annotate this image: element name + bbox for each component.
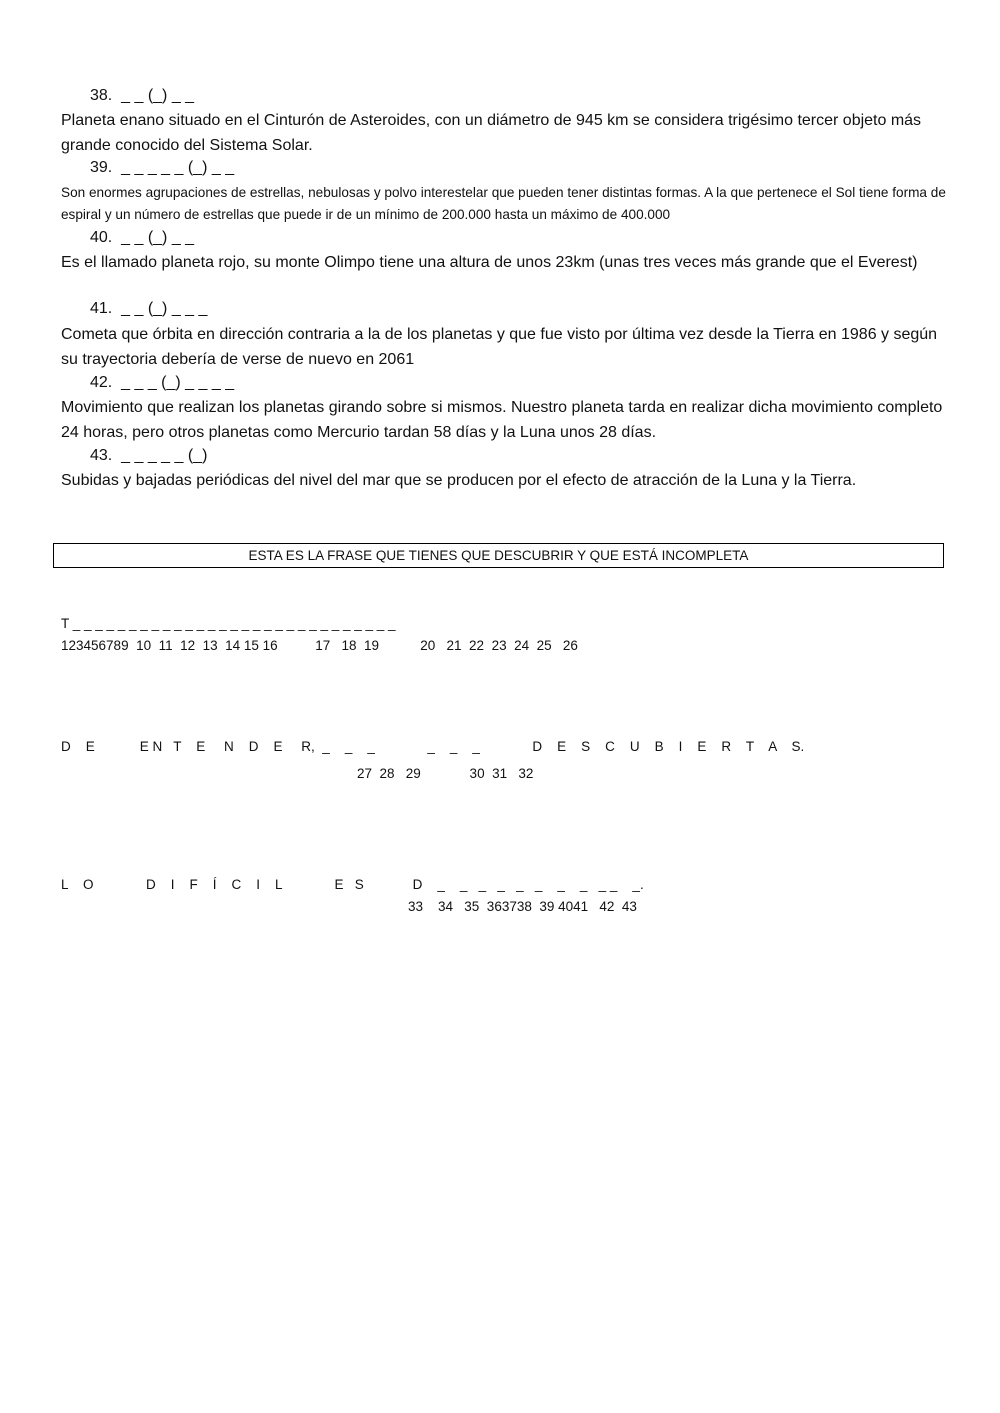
- question-39-number: 39. _ _ _ _ _ (_) _ _: [90, 159, 235, 176]
- question-43-number: 43. _ _ _ _ _ (_): [90, 447, 208, 464]
- phrase-2-words: D E E N T E N D E R, _ _ _ _ _ _ D E S C U B I E R T A S.: [61, 739, 805, 754]
- question-38-text: Planeta enano situado en el Cinturón de Asteroides, con un diámetro de 945 km se considera trigésimo tercer objeto más grande conocido del Sistema Solar.: [61, 112, 922, 154]
- phrase-2-letter-numbers: 27 28 29 30 31 32: [357, 766, 534, 781]
- hidden-phrase-title-box: ESTA ES LA FRASE QUE TIENES QUE DESCUBRIR Y QUE ESTÁ INCOMPLETA: [53, 543, 944, 568]
- question-41-text: Cometa que órbita en dirección contraria a la de los planetas y que fue visto por última vez desde la Tierra en 1986 y según su trayectoria debería de verse de nuevo en 2061: [61, 326, 938, 368]
- question-43-text: Subidas y bajadas periódicas del nivel del mar que se producen por el efecto de atracción de la Luna y la Tierra.: [61, 472, 857, 489]
- question-40-text: Es el llamado planeta rojo, su monte Olimpo tiene una altura de unos 23km (unas tres veces más grande que el Everest): [61, 254, 918, 271]
- question-41-number: 41. _ _ (_) _ _ _: [90, 300, 208, 317]
- question-40-number: 40. _ _ (_) _ _: [90, 229, 195, 246]
- question-42-text: Movimiento que realizan los planetas girando sobre si mismos. Nuestro planeta tarda en realizar dicha movimiento completo 24 horas, pero otros planetas como Mercurio tardan 58 días y la Luna unos 28 días.: [61, 399, 943, 441]
- phrase-3-words: L O D I F Í C I L E S D _ _ _ _ _ _ _ _ _ _ _.: [61, 877, 644, 892]
- question-38-number: 38. _ _ (_) _ _: [90, 87, 195, 104]
- question-39-text: Son enormes agrupaciones de estrellas, nebulosas y polvo interestelar que pueden tener distintas formas. A la que pertenece el Sol tiene forma de espiral y un número de estrellas que puede ir de un mínimo de 200.000 hasta un máximo de 400.000: [61, 185, 946, 222]
- phrase-3-letter-numbers: 33 34 35 363738 39 4041 42 43: [408, 899, 637, 914]
- phrase-1-letter-numbers: 123456789 10 11 12 13 14 15 16 17 18 19 20 21 22 23 24 25 26: [61, 638, 578, 653]
- phrase-1-blanks: T _ _ _ _ _ _ _ _ _ _ _ _ _ _ _ _ _ _ _ _ _ _ _ _ _ _ _ _ _: [61, 616, 396, 631]
- question-42-number: 42. _ _ _ (_) _ _ _ _: [90, 374, 235, 391]
